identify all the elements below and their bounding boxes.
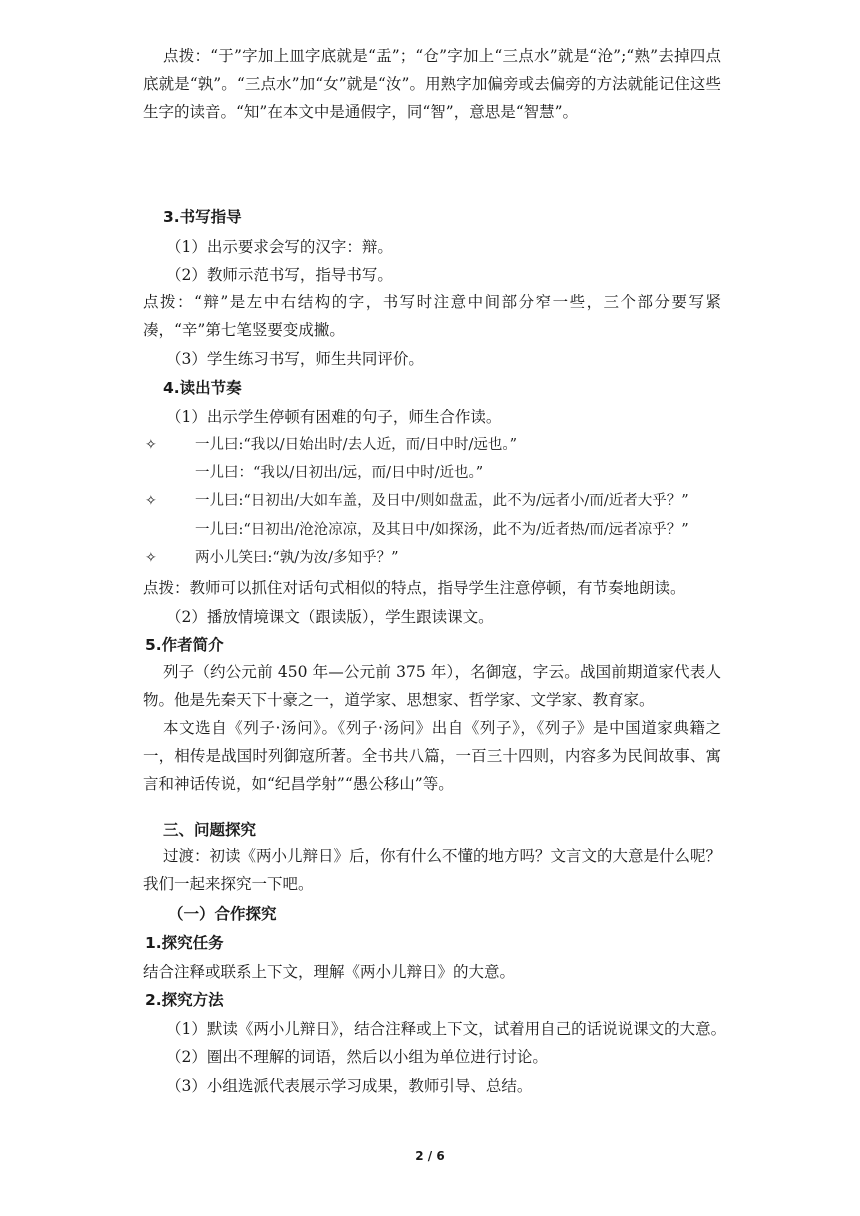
heading-writing-guide: 3.书写指导 xyxy=(163,208,242,226)
page-number: 2 / 6 xyxy=(415,1149,445,1163)
poem-line-3: 两小儿笑曰:“孰/为汝/多知乎？” xyxy=(195,550,399,566)
heading-inquiry-task: 1.探究任务 xyxy=(145,934,224,952)
method-3: （3）小组选派代表展示学习成果，教师引导、总结。 xyxy=(166,1077,533,1095)
paragraph-source: 本文选自《列子·汤问》。《列子·汤问》出自《列子》，《列子》是中国道家典籍之一，相传是战国时列御寇所著。全书共八篇，一百三十四则，内容多为民间故事、寓言和神话传说，如“纪昌学射”“愚公移山”等。 xyxy=(143,719,721,793)
paragraph-hint-characters: 点拨：“于”字加上皿字底就是“盂”；“仓”字加上“三点水”就是“沧”;“熟”去掉四点底就是“孰”。“三点水”加“女”就是“汝”。用熟字加偏旁或去偏旁的方法就能记住这些生字的读音。“知”在本文中是通假字，同“智”，意思是“智慧”。 xyxy=(143,47,721,121)
step-3-3: （3）学生练习书写，师生共同评价。 xyxy=(166,350,424,368)
method-2: （2）圈出不理解的词语，然后以小组为单位进行讨论。 xyxy=(166,1048,548,1066)
step-4-1: （1）出示学生停顿有困难的句子，师生合作读。 xyxy=(166,408,502,426)
poem-line-2b: 一儿曰:“日初出/沧沧凉凉，及其日中/如探汤，此不为/近者热/而/远者凉乎？” xyxy=(195,522,689,538)
method-1: （1）默读《两小儿辩日》，结合注释或上下文，试着用自己的话说说课文的大意。 xyxy=(166,1020,727,1038)
paragraph-author: 列子（约公元前 450 年—公元前 375 年），名御寇，字云。战国前期道家代表人物。他是先秦天下十豪之一，道学家、思想家、哲学家、文学家、教育家。 xyxy=(143,663,721,709)
step-4-2: （2）播放情境课文（跟读版），学生跟读课文。 xyxy=(166,608,494,626)
bullet-icon: ✧ xyxy=(145,493,157,509)
poem-line-1a: 一儿曰:“我以/日始出时/去人近，而/日中时/远也。” xyxy=(195,437,518,453)
heading-problem-inquiry: 三、问题探究 xyxy=(163,821,257,839)
paragraph-hint-rhythm: 点拨：教师可以抓住对话句式相似的特点，指导学生注意停顿，有节奏地朗读。 xyxy=(143,579,686,597)
task-text: 结合注释或联系上下文，理解《两小儿辩日》的大意。 xyxy=(143,963,516,981)
bullet-icon: ✧ xyxy=(145,437,157,453)
step-3-2: （2）教师示范书写，指导书写。 xyxy=(166,266,393,284)
heading-rhythm: 4.读出节奏 xyxy=(163,379,242,397)
paragraph-transition: 过渡：初读《两小儿辩日》后，你有什么不懂的地方吗？文言文的大意是什么呢？我们一起来探究一下吧。 xyxy=(143,847,722,893)
bullet-icon: ✧ xyxy=(145,550,157,566)
heading-author: 5.作者简介 xyxy=(145,636,224,654)
heading-inquiry-method: 2.探究方法 xyxy=(145,991,224,1009)
heading-cooperative-inquiry: （一）合作探究 xyxy=(168,905,277,923)
poem-line-1b: 一儿曰：“我以/日初出/远，而/日中时/近也。” xyxy=(195,465,484,481)
step-3-1: （1）出示要求会写的汉字：辩。 xyxy=(166,238,393,256)
paragraph-hint-writing: 点拨：“辩”是左中右结构的字，书写时注意中间部分窄一些，三个部分要写紧凑，“辛”第七笔竖要变成撇。 xyxy=(143,293,721,339)
poem-line-2a: 一儿曰:“日初出/大如车盖，及日中/则如盘盂，此不为/远者小/而/近者大乎？” xyxy=(195,493,689,509)
